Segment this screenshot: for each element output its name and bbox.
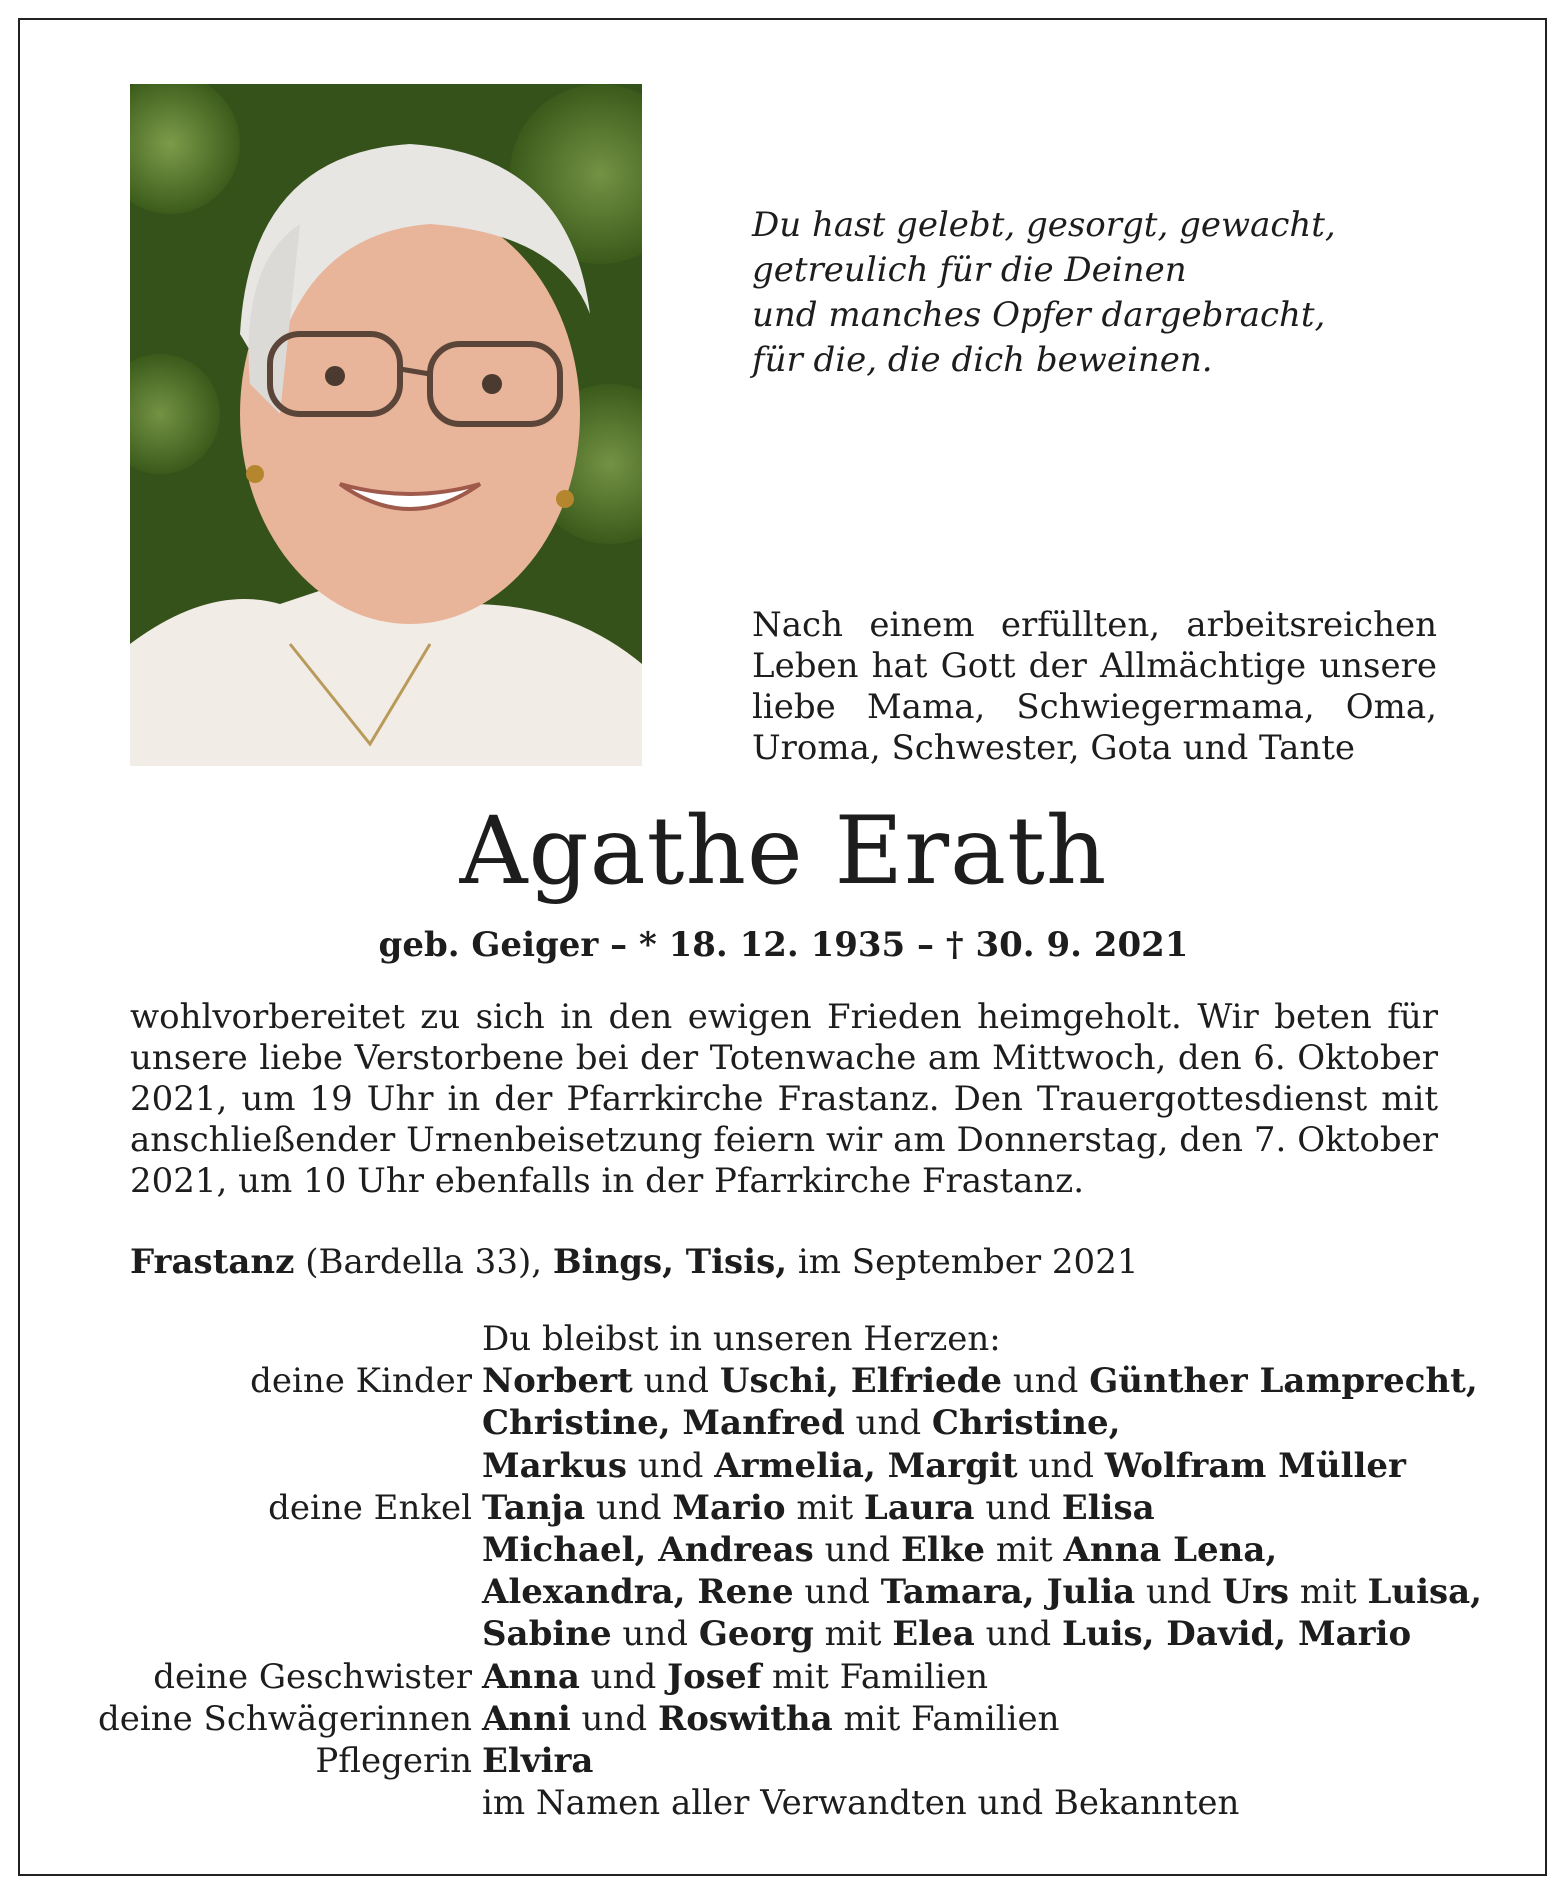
family-connector: und [570,1698,658,1739]
body-line: unsere liebe Verstorbene bei der Totenwache am Mittwoch, den 6. Oktober [130,1038,1438,1078]
family-name: Mario [672,1487,786,1528]
poem-line: und manches Opfer dargebracht, [752,295,1326,335]
family-closing: im Namen aller Verwandten und Bekannten [482,1783,1240,1824]
family-connector: und [632,1361,720,1402]
family-connector: und [585,1487,673,1528]
family-connector: und [627,1445,715,1486]
family-connector: mit Familien [761,1656,989,1697]
family-names [482,1402,1567,1444]
family-connector: und [793,1572,881,1613]
family-connector: und [1017,1445,1105,1486]
deceased-dates: geb. Geiger – * 18. 12. 1935 – † 30. 9. 2021 [378,925,1189,965]
family-name: Laura [863,1487,975,1528]
place-address: (Bardella 33), [294,1242,553,1282]
family-connector: und [974,1487,1062,1528]
family-name: Michael, Andreas [482,1530,814,1571]
family-name: Christine, Manfred [482,1403,845,1444]
family-name: Norbert [482,1361,633,1402]
body-line: wohlvorbereitet zu sich in den ewigen Frieden heimgeholt. Wir beten für [130,997,1438,1037]
family-name: Anni [482,1698,571,1739]
intro-paragraph [752,605,1437,769]
family-connector: mit [785,1487,864,1528]
body-line: anschließender Urnenbeisetzung feiern wir am Donnerstag, den 7. Oktober [130,1120,1438,1160]
family-name: Urs [1222,1572,1290,1613]
intro-line: Leben hat Gott der Allmächtige unsere [752,646,1437,686]
family-connector: mit [985,1530,1064,1571]
family-name: Luis, David, Mario [1061,1614,1412,1655]
family-names [482,1360,1567,1402]
family-name: Luisa, [1367,1572,1483,1613]
family-label: Pflegerin [315,1741,472,1782]
intro-line: liebe Mama, Schwiegermama, Oma, [752,687,1437,727]
poem [752,203,1336,383]
family-connector: und [579,1656,668,1697]
family-connector: und [844,1403,932,1444]
family-names [482,1656,1567,1698]
family-names [482,1529,1567,1571]
family-row-geschwister [0,1656,1567,1698]
deceased-name: Agathe Erath [459,797,1108,906]
family-name: Anna Lena, [1063,1530,1278,1571]
family-names [482,1571,1567,1613]
family-label: deine Enkel [268,1487,472,1528]
family-name: Armelia, Margit [714,1445,1018,1486]
family-list [0,1318,1567,1824]
family-name: Elisa [1061,1487,1155,1528]
family-name: Tamara, Julia [880,1572,1136,1613]
family-names [482,1487,1567,1529]
family-name: Alexandra, Rene [482,1572,794,1613]
family-names [482,1613,1567,1655]
family-row-enkel [0,1487,1567,1529]
family-name: Anna [482,1656,580,1697]
family-name: Elke [901,1530,986,1571]
family-name: Elea [892,1614,975,1655]
family-names [482,1445,1567,1487]
family-name: Roswitha [657,1698,833,1739]
body-line: 2021, um 19 Uhr in der Pfarrkirche Frastanz. Den Trauergottesdienst mit [130,1079,1438,1119]
family-row-kinder [0,1360,1567,1402]
family-intro-row [0,1318,1567,1360]
body-line: 2021, um 10 Uhr ebenfalls in der Pfarrkirche Frastanz. [130,1161,1085,1201]
family-name: Günther Lamprecht, [1089,1361,1478,1402]
family-label: deine Schwägerinnen [97,1698,472,1739]
portrait-photo [130,84,642,766]
family-label: deine Geschwister [153,1656,472,1697]
family-connector: und [1002,1361,1090,1402]
place-date: im September 2021 [787,1242,1139,1282]
family-row-schwaegerinnen [0,1698,1567,1740]
family-name: Wolfram Müller [1104,1445,1406,1486]
family-name: Christine, [931,1403,1121,1444]
family-connector: mit [1289,1572,1368,1613]
family-connector: und [1135,1572,1223,1613]
family-name: Tanja [482,1487,586,1528]
intro-line: Nach einem erfüllten, arbeitsreichen [752,605,1437,645]
family-closing-row [0,1782,1567,1824]
poem-line: Du hast gelebt, gesorgt, gewacht, [752,205,1336,245]
place-town: Frastanz [130,1242,295,1282]
family-names [482,1698,1567,1740]
family-intro: Du bleibst in unseren Herzen: [482,1319,1001,1359]
body-paragraph [130,997,1438,1202]
poem-line: für die, die dich beweinen. [752,340,1213,380]
family-name: Georg [698,1614,814,1655]
family-name: Markus [482,1445,627,1486]
family-label: deine Kinder [250,1361,472,1402]
family-row-kinder-cont [0,1445,1567,1487]
family-name: Josef [667,1656,762,1697]
place-other-towns: Bings, Tisis, [552,1242,788,1282]
family-connector: und [974,1614,1062,1655]
family-row-enkel-cont [0,1571,1567,1613]
family-connector: mit Familien [832,1698,1060,1739]
family-connector: und [813,1530,902,1571]
family-row-enkel-cont [0,1529,1567,1571]
family-name: Sabine [482,1614,612,1655]
family-connector: mit [813,1614,893,1655]
family-connector: und [611,1614,699,1655]
family-row-kinder-cont [0,1402,1567,1444]
family-row-enkel-cont [0,1613,1567,1655]
place-and-date [130,1240,1138,1284]
poem-line: getreulich für die Deinen [752,250,1187,290]
family-name: Uschi, Elfriede [719,1361,1003,1402]
family-names: Elvira [482,1741,594,1782]
family-row-pflegerin [0,1740,1567,1782]
intro-line: Uroma, Schwester, Gota und Tante [752,728,1356,768]
